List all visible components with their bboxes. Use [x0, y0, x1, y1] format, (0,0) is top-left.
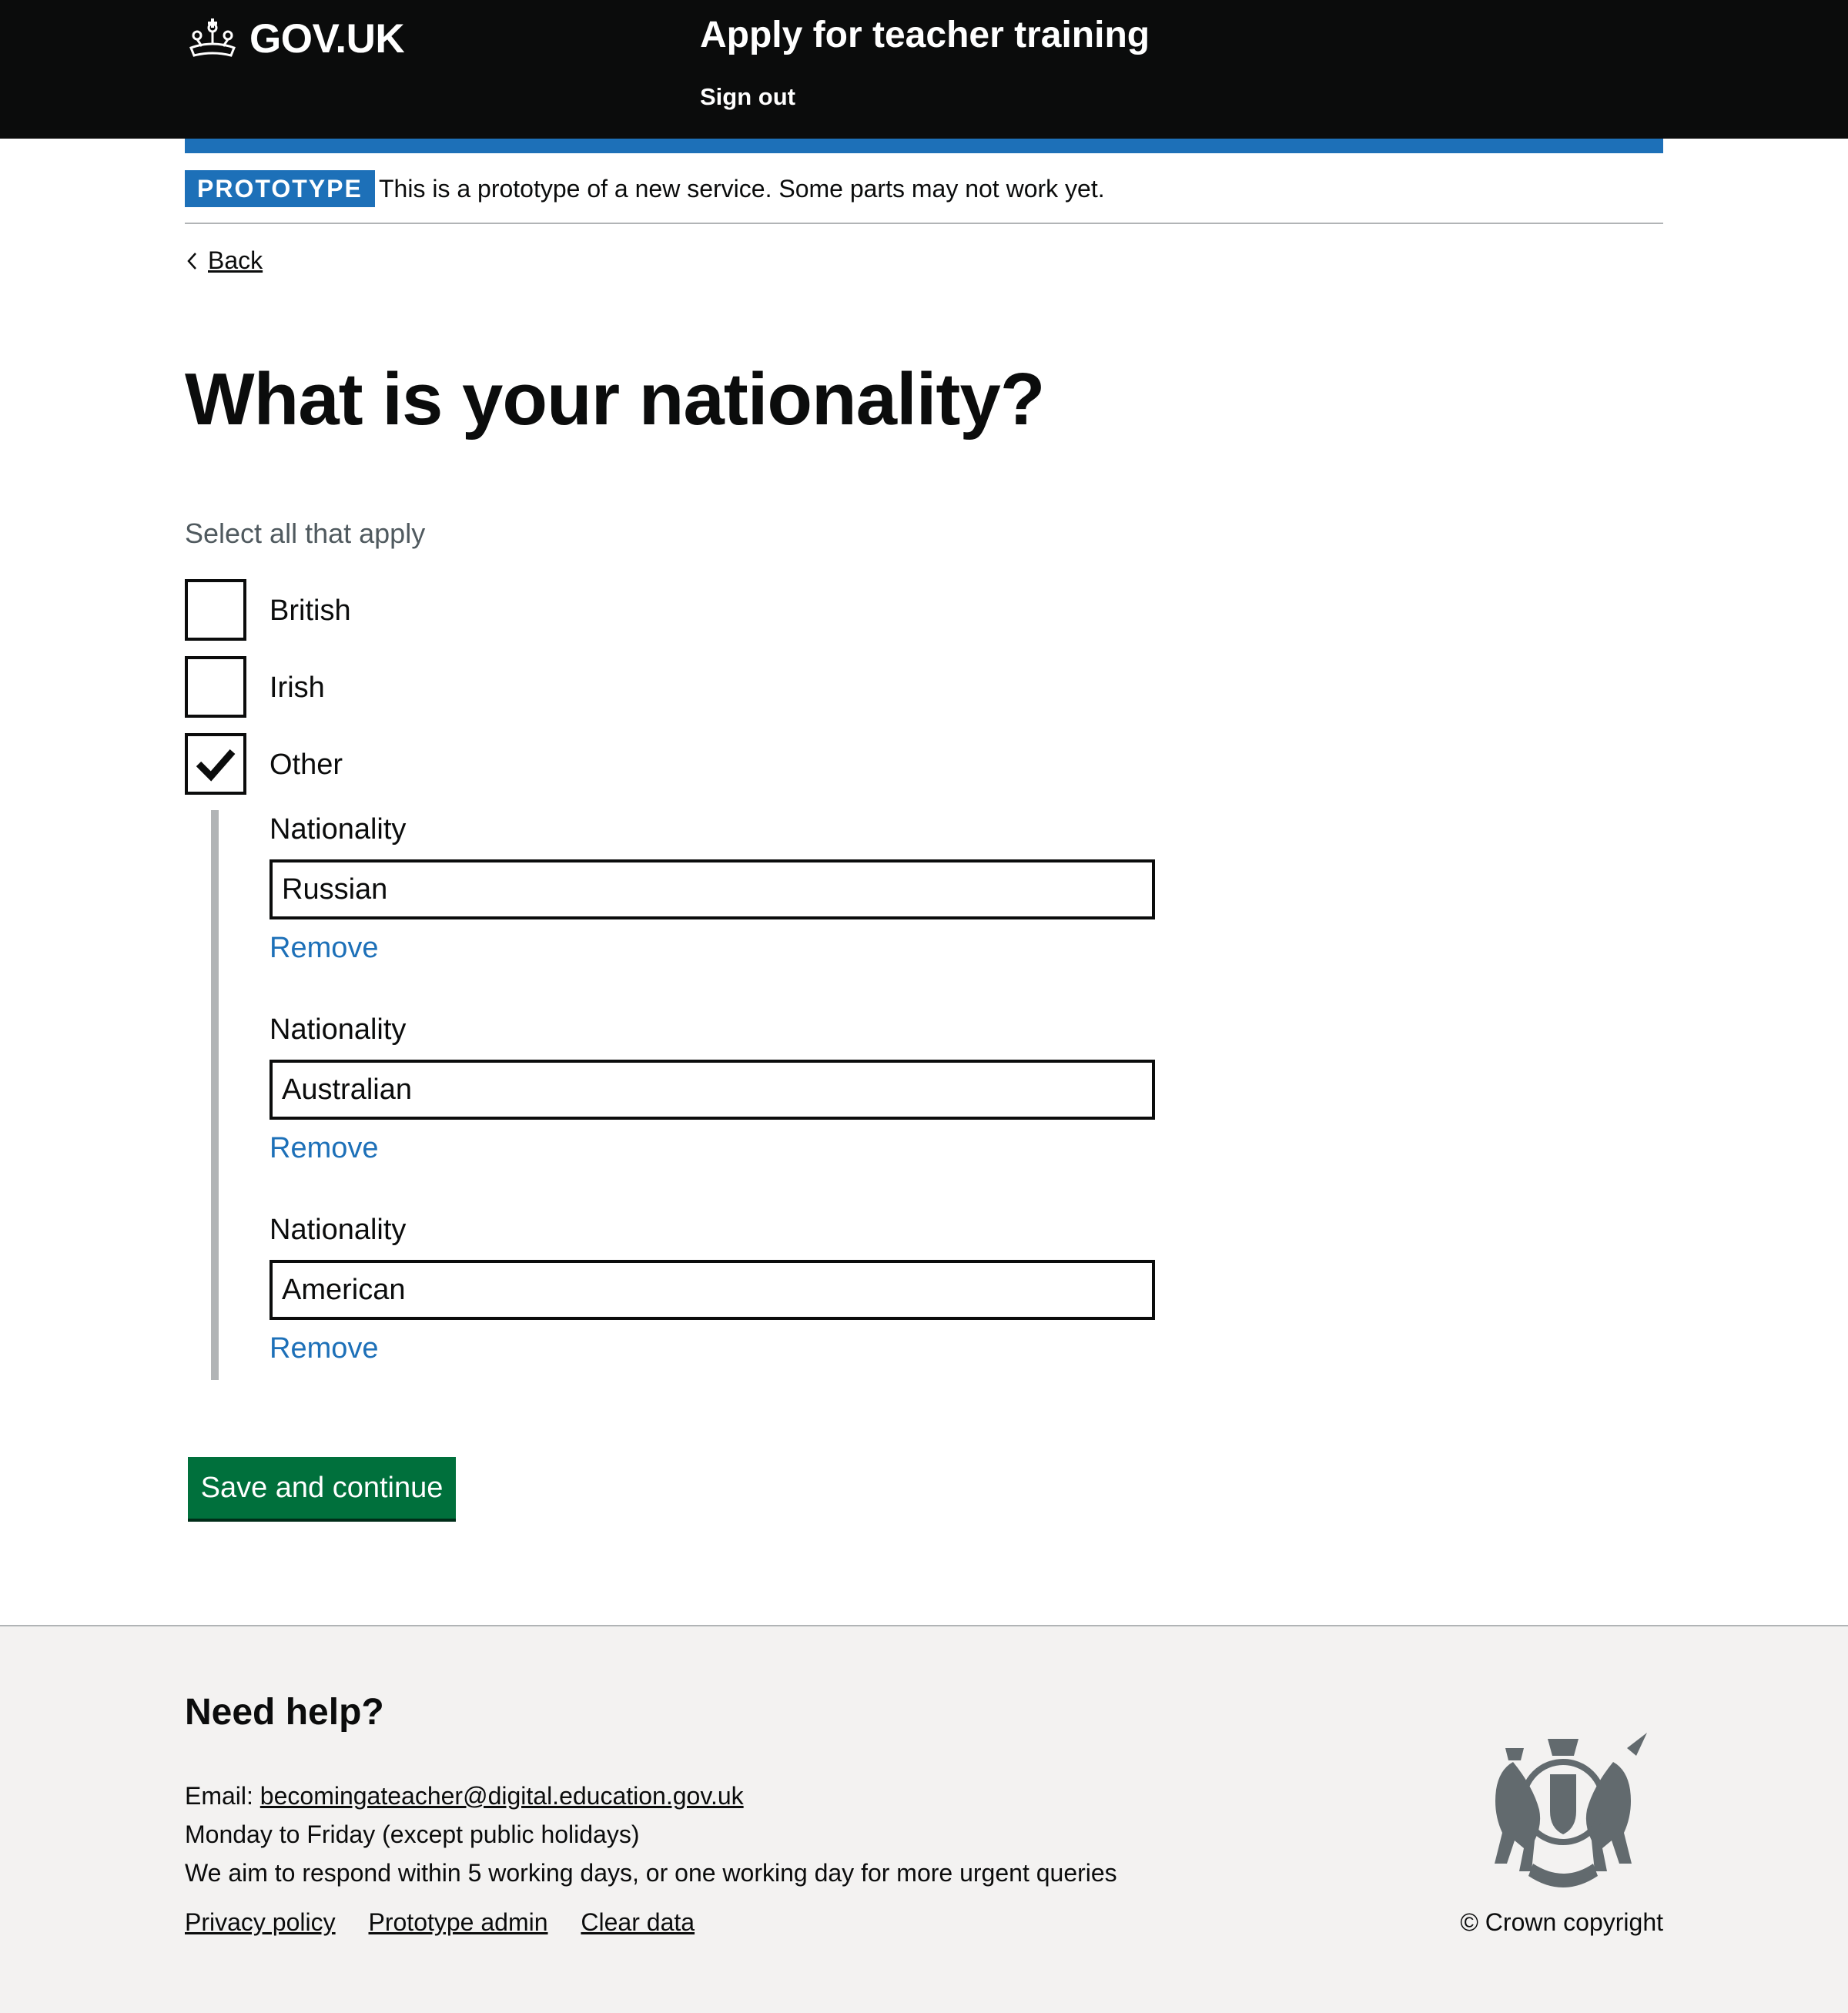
clear-data-link[interactable]: Clear data — [581, 1908, 695, 1936]
privacy-policy-link[interactable]: Privacy policy — [185, 1908, 336, 1936]
help-title: Need help? — [185, 1692, 384, 1733]
save-and-continue-button[interactable]: Save and continue — [188, 1457, 456, 1519]
phase-banner-text: This is a prototype of a new service. Some parts may not work yet. — [379, 175, 1105, 203]
phase-tag: PROTOTYPE — [185, 170, 375, 207]
phase-banner — [185, 153, 1663, 224]
crown-copyright-link[interactable]: © Crown copyright — [1460, 1908, 1663, 1936]
logo-text: GOV.UK — [249, 15, 405, 62]
service-name[interactable]: Apply for teacher training — [700, 15, 1150, 55]
header-blue-bar — [185, 139, 1663, 153]
checkbox-irish[interactable] — [185, 656, 246, 718]
remove-link[interactable]: Remove — [270, 1132, 379, 1164]
prototype-admin-link[interactable]: Prototype admin — [368, 1908, 548, 1936]
help-email-line — [185, 1780, 744, 1811]
govuk-logo-link[interactable] — [185, 15, 404, 62]
email-link[interactable]: becomingateacher@digital.education.gov.uk — [259, 1782, 744, 1810]
nationality-input-2[interactable] — [270, 1060, 1155, 1120]
conditional-reveal-border — [211, 810, 219, 1380]
chevron-left-icon — [185, 251, 199, 271]
nationality-label: Nationality — [270, 1013, 407, 1046]
site-footer — [0, 1625, 1848, 2013]
crown-icon — [185, 17, 240, 60]
site-header — [0, 0, 1848, 139]
hint-text: Select all that apply — [185, 517, 426, 549]
checkmark-icon — [196, 745, 236, 782]
remove-link[interactable]: Remove — [270, 932, 379, 964]
checkbox-label-other[interactable]: Other — [270, 749, 343, 781]
remove-link[interactable]: Remove — [270, 1332, 379, 1365]
back-link-label: Back — [208, 246, 263, 274]
nationality-input-3[interactable] — [270, 1260, 1155, 1320]
help-response: We aim to respond within 5 working days, or one working day for more urgent queries — [185, 1859, 1117, 1887]
checkbox-british[interactable] — [185, 579, 246, 641]
help-hours: Monday to Friday (except public holidays) — [185, 1820, 640, 1848]
back-link[interactable] — [185, 246, 263, 275]
sign-out-link[interactable]: Sign out — [700, 83, 795, 110]
nationality-input-1[interactable] — [270, 859, 1155, 919]
royal-coat-of-arms-icon — [1465, 1731, 1661, 1896]
page-title: What is your nationality? — [185, 358, 1045, 440]
checkbox-label-irish[interactable]: Irish — [270, 672, 325, 704]
footer-links — [185, 1908, 721, 1937]
checkbox-label-british[interactable]: British — [270, 595, 351, 627]
checkbox-other[interactable] — [185, 733, 246, 795]
email-prefix: Email: — [185, 1782, 253, 1810]
nationality-label: Nationality — [270, 813, 407, 846]
nationality-label: Nationality — [270, 1214, 407, 1246]
